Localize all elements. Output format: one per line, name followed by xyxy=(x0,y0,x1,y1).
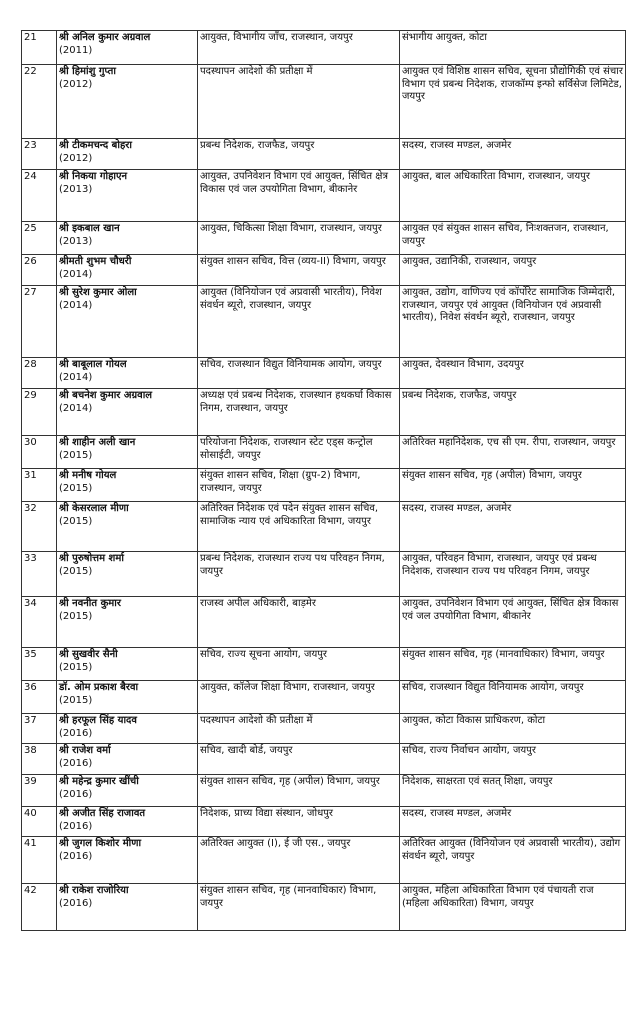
serial-number-cell: 32 xyxy=(22,502,57,552)
current-posting-cell: आयुक्त, उपनिवेशन विभाग एवं आयुक्त, सिंचित क्षेत्र विकास एवं जल उपयोगिता विभाग, बीकानेर xyxy=(198,170,400,222)
officer-cell xyxy=(57,837,198,884)
officer-name: श्री अनिल कुमार अग्रवाल xyxy=(59,32,151,43)
officer-cell xyxy=(57,286,198,358)
table-row xyxy=(22,139,626,170)
officer-cell xyxy=(57,884,198,931)
new-posting-cell: सदस्य, राजस्व मण्डल, अजमेर xyxy=(400,502,626,552)
batch-year: (2016) xyxy=(59,850,93,862)
current-posting-cell: सचिव, राज्य सूचना आयोग, जयपुर xyxy=(198,648,400,681)
officer-cell xyxy=(57,775,198,807)
serial-number-cell: 22 xyxy=(22,65,57,139)
serial-number-cell: 42 xyxy=(22,884,57,931)
current-posting-cell: राजस्व अपील अधिकारी, बाड़मेर xyxy=(198,597,400,648)
officer-cell xyxy=(57,222,198,255)
transfer-list-document xyxy=(21,30,623,931)
serial-number-cell: 34 xyxy=(22,597,57,648)
table-row xyxy=(22,807,626,837)
new-posting-cell: आयुक्त, कोटा विकास प्राधिकरण, कोटा xyxy=(400,714,626,744)
batch-year: (2011) xyxy=(59,44,93,56)
officer-cell xyxy=(57,648,198,681)
current-posting-cell: संयुक्त शासन सचिव, शिक्षा (ग्रुप-2) विभाग, राजस्थान, जयपुर xyxy=(198,469,400,502)
officer-name: श्री सुरेश कुमार ओला xyxy=(59,287,137,298)
new-posting-cell: आयुक्त, बाल अधिकारिता विभाग, राजस्थान, जयपुर xyxy=(400,170,626,222)
current-posting-cell: सचिव, खादी बोर्ड, जयपुर xyxy=(198,744,400,775)
new-posting-cell: प्रबन्ध निदेशक, राजफैड, जयपुर xyxy=(400,389,626,436)
officer-name: श्री हरफूल सिंह यादव xyxy=(59,715,137,726)
officer-name: श्री शाहीन अली खान xyxy=(59,437,136,448)
batch-year: (2015) xyxy=(59,515,93,527)
current-posting-cell: प्रबन्ध निदेशक, राजस्थान राज्य पथ परिवहन निगम, जयपुर xyxy=(198,552,400,597)
new-posting-cell: आयुक्त, उपनिवेशन विभाग एवं आयुक्त, सिंचित क्षेत्र विकास एवं जल उपयोगिता विभाग, बीकानेर xyxy=(400,597,626,648)
table-row xyxy=(22,744,626,775)
officer-name: श्री बाबूलाल गोयल xyxy=(59,359,127,370)
serial-number-cell: 26 xyxy=(22,255,57,286)
current-posting-cell: संयुक्त शासन सचिव, गृह (मानवाधिकार) विभाग, जयपुर xyxy=(198,884,400,931)
serial-number-cell: 37 xyxy=(22,714,57,744)
officer-cell xyxy=(57,502,198,552)
batch-year: (2016) xyxy=(59,897,93,909)
batch-year: (2013) xyxy=(59,183,93,195)
batch-year: (2013) xyxy=(59,235,93,247)
officer-name: श्री इकबाल खान xyxy=(59,223,120,234)
new-posting-cell: सदस्य, राजस्व मण्डल, अजमेर xyxy=(400,139,626,170)
new-posting-cell: निदेशक, साक्षरता एवं सतत् शिक्षा, जयपुर xyxy=(400,775,626,807)
new-posting-cell: आयुक्त एवं संयुक्त शासन सचिव, निःशक्तजन, राजस्थान, जयपुर xyxy=(400,222,626,255)
transfer-table xyxy=(21,30,626,931)
current-posting-cell: सचिव, राजस्थान विद्युत विनियामक आयोग, जयपुर xyxy=(198,358,400,389)
officer-name: श्री नवनीत कुमार xyxy=(59,598,121,609)
batch-year: (2016) xyxy=(59,788,93,800)
serial-number-cell: 40 xyxy=(22,807,57,837)
current-posting-cell: पदस्थापन आदेशो की प्रतीक्षा में xyxy=(198,65,400,139)
batch-year: (2012) xyxy=(59,78,93,90)
table-row xyxy=(22,884,626,931)
new-posting-cell: संयुक्त शासन सचिव, गृह (मानवाधिकार) विभाग, जयपुर xyxy=(400,648,626,681)
officer-name: श्री महेन्द्र कुमार खींची xyxy=(59,776,139,787)
new-posting-cell: आयुक्त एवं विशिष्ठ शासन सचिव, सूचना प्रौद्योगिकी एवं संचार विभाग एवं प्रबन्ध निदेशक, राजकॉम्प इन्फो सर्विसेज लिमिटेड, जयपुर xyxy=(400,65,626,139)
batch-year: (2014) xyxy=(59,299,93,311)
new-posting-cell: अतिरिक्त आयुक्त (विनियोजन एवं अप्रवासी भारतीय), उद्योग संवर्धन ब्यूरो, जयपुर xyxy=(400,837,626,884)
officer-name: श्रीमती शुभम चौधरी xyxy=(59,256,132,267)
table-row xyxy=(22,255,626,286)
serial-number-cell: 33 xyxy=(22,552,57,597)
current-posting-cell: निदेशक, प्राच्य विद्या संस्थान, जोधपुर xyxy=(198,807,400,837)
new-posting-cell: संभागीय आयुक्त, कोटा xyxy=(400,31,626,65)
officer-cell xyxy=(57,744,198,775)
new-posting-cell: आयुक्त, महिला अधिकारिता विभाग एवं पंचायती राज (महिला अधिकारिता) विभाग, जयपुर xyxy=(400,884,626,931)
current-posting-cell: संयुक्त शासन सचिव, वित्त (व्यय-II) विभाग, जयपुर xyxy=(198,255,400,286)
officer-name: श्री बचनेश कुमार अग्रवाल xyxy=(59,390,153,401)
officer-name: श्री अजीत सिंह राजावत xyxy=(59,808,146,819)
new-posting-cell: आयुक्त, उद्योग, वाणिज्य एवं कॉर्पोरेट सामाजिक जिम्मेदारी, राजस्थान, जयपुर एवं आयुक्त (विनियोजन एवं अप्रवासी भारतीय), निवेश संवर्धन ब्यूरो, राजस्थान, जयपुर xyxy=(400,286,626,358)
table-row xyxy=(22,837,626,884)
table-row xyxy=(22,648,626,681)
batch-year: (2014) xyxy=(59,268,93,280)
officer-cell xyxy=(57,807,198,837)
officer-cell xyxy=(57,469,198,502)
officer-cell xyxy=(57,31,198,65)
officer-cell xyxy=(57,255,198,286)
batch-year: (2014) xyxy=(59,402,93,414)
serial-number-cell: 28 xyxy=(22,358,57,389)
serial-number-cell: 38 xyxy=(22,744,57,775)
batch-year: (2014) xyxy=(59,371,93,383)
new-posting-cell: आयुक्त, उद्यानिकी, राजस्थान, जयपुर xyxy=(400,255,626,286)
batch-year: (2015) xyxy=(59,610,93,622)
serial-number-cell: 25 xyxy=(22,222,57,255)
officer-cell xyxy=(57,358,198,389)
table-row xyxy=(22,286,626,358)
table-row xyxy=(22,502,626,552)
table-row xyxy=(22,552,626,597)
officer-cell xyxy=(57,139,198,170)
officer-name: श्री केसरलाल मीणा xyxy=(59,503,129,514)
table-row xyxy=(22,389,626,436)
current-posting-cell: आयुक्त, कॉलेज शिक्षा विभाग, राजस्थान, जयपुर xyxy=(198,681,400,714)
current-posting-cell: परियोजना निदेशक, राजस्थान स्टेट एड्स कन्ट्रोल सोसाईटी, जयपुर xyxy=(198,436,400,469)
current-posting-cell: संयुक्त शासन सचिव, गृह (अपील) विभाग, जयपुर xyxy=(198,775,400,807)
current-posting-cell: अतिरिक्त निदेशक एवं पदेन संयुक्त शासन सचिव, सामाजिक न्याय एवं अधिकारिता विभाग, जयपुर xyxy=(198,502,400,552)
table-row xyxy=(22,358,626,389)
current-posting-cell: आयुक्त, चिकित्सा शिक्षा विभाग, राजस्थान, जयपुर xyxy=(198,222,400,255)
officer-name: डॉ. ओम प्रकाश बैरवा xyxy=(59,682,139,693)
table-row xyxy=(22,597,626,648)
table-row xyxy=(22,31,626,65)
officer-name: श्री हिमांशु गुप्ता xyxy=(59,66,116,77)
new-posting-cell: सचिव, राजस्थान विद्युत विनियामक आयोग, जयपुर xyxy=(400,681,626,714)
serial-number-cell: 39 xyxy=(22,775,57,807)
current-posting-cell: प्रबन्ध निदेशक, राजफैड, जयपुर xyxy=(198,139,400,170)
batch-year: (2012) xyxy=(59,152,93,164)
table-row xyxy=(22,222,626,255)
batch-year: (2016) xyxy=(59,820,93,832)
officer-name: श्री जुगल किशोर मीणा xyxy=(59,838,142,849)
current-posting-cell: आयुक्त, विभागीय जाँच, राजस्थान, जयपुर xyxy=(198,31,400,65)
serial-number-cell: 41 xyxy=(22,837,57,884)
table-row xyxy=(22,681,626,714)
officer-cell xyxy=(57,714,198,744)
batch-year: (2016) xyxy=(59,727,93,739)
table-row xyxy=(22,714,626,744)
current-posting-cell: पदस्थापन आदेशो की प्रतीक्षा में xyxy=(198,714,400,744)
officer-cell xyxy=(57,436,198,469)
officer-cell xyxy=(57,170,198,222)
current-posting-cell: अध्यक्ष एवं प्रबन्ध निदेशक, राजस्थान हथकर्घा विकास निगम, राजस्थान, जयपुर xyxy=(198,389,400,436)
table-row xyxy=(22,775,626,807)
batch-year: (2015) xyxy=(59,661,93,673)
batch-year: (2015) xyxy=(59,482,93,494)
new-posting-cell: सदस्य, राजस्व मण्डल, अजमेर xyxy=(400,807,626,837)
new-posting-cell: संयुक्त शासन सचिव, गृह (अपील) विभाग, जयपुर xyxy=(400,469,626,502)
serial-number-cell: 29 xyxy=(22,389,57,436)
serial-number-cell: 27 xyxy=(22,286,57,358)
new-posting-cell: सचिव, राज्य निर्वाचन आयोग, जयपुर xyxy=(400,744,626,775)
table-row xyxy=(22,469,626,502)
new-posting-cell: अतिरिक्त महानिदेशक, एच सी एम. रीपा, राजस्थान, जयपुर xyxy=(400,436,626,469)
serial-number-cell: 23 xyxy=(22,139,57,170)
serial-number-cell: 21 xyxy=(22,31,57,65)
serial-number-cell: 24 xyxy=(22,170,57,222)
officer-name: श्री राकेश राजोरिया xyxy=(59,885,129,896)
officer-name: श्री पुरुषोत्तम शर्मा xyxy=(59,553,124,564)
new-posting-cell: आयुक्त, परिवहन विभाग, राजस्थान, जयपुर एवं प्रबन्ध निदेशक, राजस्थान राज्य पथ परिवहन निगम, जयपुर xyxy=(400,552,626,597)
batch-year: (2016) xyxy=(59,757,93,769)
current-posting-cell: आयुक्त (विनियोजन एवं अप्रवासी भारतीय), निवेश संवर्धन ब्यूरो, राजस्थान, जयपुर xyxy=(198,286,400,358)
table-row xyxy=(22,170,626,222)
table-row xyxy=(22,65,626,139)
serial-number-cell: 31 xyxy=(22,469,57,502)
batch-year: (2015) xyxy=(59,694,93,706)
serial-number-cell: 35 xyxy=(22,648,57,681)
officer-name: श्री टीकमचन्द बोहरा xyxy=(59,140,132,151)
table-row xyxy=(22,436,626,469)
officer-cell xyxy=(57,389,198,436)
officer-name: श्री मनीष गोयल xyxy=(59,470,117,481)
batch-year: (2015) xyxy=(59,449,93,461)
officer-cell xyxy=(57,597,198,648)
current-posting-cell: अतिरिक्त आयुक्त (I), ई जी एस., जयपुर xyxy=(198,837,400,884)
officer-name: श्री राजेश वर्मा xyxy=(59,745,111,756)
transfer-table-body xyxy=(22,31,626,931)
serial-number-cell: 30 xyxy=(22,436,57,469)
officer-name: श्री निकया गोहाएन xyxy=(59,171,128,182)
officer-cell xyxy=(57,681,198,714)
batch-year: (2015) xyxy=(59,565,93,577)
officer-cell xyxy=(57,65,198,139)
officer-cell xyxy=(57,552,198,597)
new-posting-cell: आयुक्त, देवस्थान विभाग, उदयपुर xyxy=(400,358,626,389)
officer-name: श्री सुखवीर सैनी xyxy=(59,649,118,660)
serial-number-cell: 36 xyxy=(22,681,57,714)
